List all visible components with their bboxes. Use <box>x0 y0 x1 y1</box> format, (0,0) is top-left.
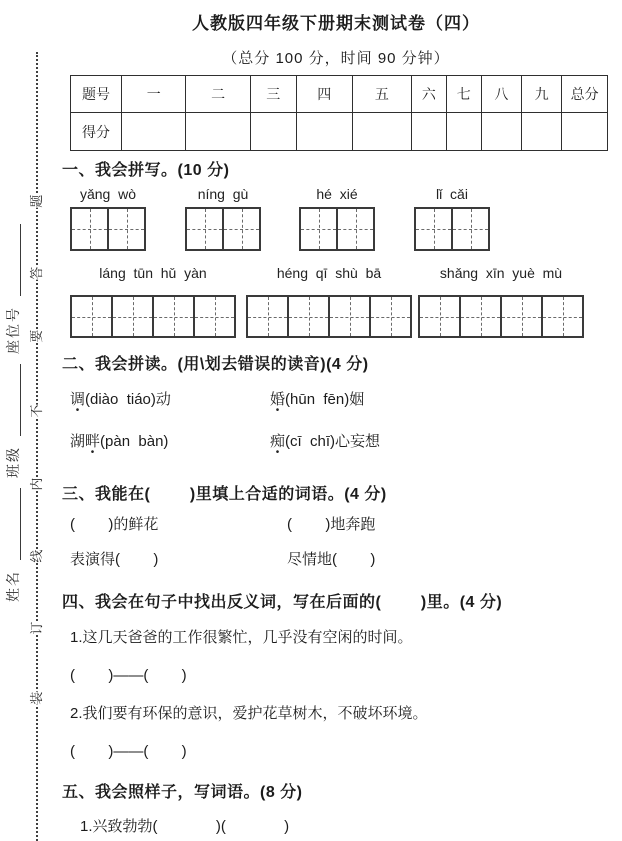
score-entry-cell <box>186 113 250 151</box>
tianzige-grid <box>414 207 490 251</box>
pinyin-word-group <box>70 264 236 338</box>
tianzige-cell <box>338 209 373 249</box>
binding-char: 装 <box>28 692 46 705</box>
tianzige-cell <box>154 297 195 336</box>
binding-char: 线 <box>28 550 46 563</box>
example-word-item: 1.兴致勃勃( )( ) <box>80 818 290 835</box>
antonym-blank-2: ( )——( ) <box>70 743 187 760</box>
seat-number-label: 座位号 <box>5 306 21 354</box>
emphasized-char: 痴 <box>270 433 286 450</box>
fill-blank-item: 表演得( ) <box>70 551 159 568</box>
score-entry-cell <box>250 113 296 151</box>
page-title: 人教版四年级下册期末测试卷（四） <box>192 14 480 33</box>
tianzige-cell <box>371 297 410 336</box>
tianzige-cell <box>330 297 371 336</box>
name-label: 姓名 <box>5 570 21 602</box>
score-entry-cell <box>296 113 352 151</box>
tianzige-grid <box>70 207 146 251</box>
section-2-heading: 二、我会拼读。(用\划去错误的读音)(4 分) <box>62 356 369 373</box>
tianzige-cell <box>224 209 259 249</box>
section-4-heading: 四、我会在句子中找出反义词，写在后面的( )里。(4 分) <box>62 594 503 611</box>
binding-char: 答 <box>28 267 46 280</box>
pinyin-writing-row-2 <box>62 264 610 338</box>
pronunciation-item <box>270 390 364 410</box>
score-table-header-cell: 题号 <box>71 76 122 113</box>
tianzige-cell <box>502 297 543 336</box>
pinyin-word-group <box>414 185 490 251</box>
pinyin-label: níng gù <box>197 186 249 202</box>
tianzige-grid <box>299 207 375 251</box>
sentence-item-1: 1.这几天爸爸的工作很繁忙，几乎没有空闲的时间。 <box>70 629 413 646</box>
score-table-header-cell: 四 <box>296 76 352 113</box>
tianzige-cell <box>543 297 582 336</box>
score-table-header-row <box>71 76 608 113</box>
tianzige-grid <box>185 207 261 251</box>
pinyin-word-group <box>299 185 375 251</box>
tianzige-cell <box>72 209 109 249</box>
score-entry-cell <box>481 113 521 151</box>
class-blank-line <box>6 364 21 436</box>
pinyin-word-group <box>418 264 584 338</box>
tianzige-cell <box>453 209 488 249</box>
tianzige-cell <box>420 297 461 336</box>
margin-label-strip <box>3 202 23 602</box>
pinyin-word-group <box>185 185 261 251</box>
pronunciation-item-row <box>70 432 610 452</box>
item-text: (cī chī)心妄想 <box>285 433 381 450</box>
section-1-heading: 一、我会拼写。(10 分) <box>62 162 230 179</box>
binding-dotted-line <box>36 52 38 841</box>
emphasized-char: 畔 <box>85 433 101 450</box>
seat-number-blank-line <box>6 224 21 296</box>
fill-blank-row <box>70 515 610 535</box>
antonym-blank-1: ( )——( ) <box>70 667 187 684</box>
name-blank-line <box>6 488 21 560</box>
score-entry-cell <box>562 113 608 151</box>
pinyin-word-group <box>246 264 412 338</box>
score-entry-cell <box>522 113 562 151</box>
tianzige-cell <box>248 297 289 336</box>
score-table-header-cell: 五 <box>352 76 411 113</box>
item-text: (pàn bàn) <box>100 433 169 450</box>
score-entry-cell <box>122 113 186 151</box>
score-row-label: 得分 <box>71 113 122 151</box>
binding-line-column <box>30 52 45 841</box>
pinyin-label: láng tūn hǔ yàn <box>99 265 207 281</box>
score-table-header-cell: 八 <box>481 76 521 113</box>
score-table-header-cell: 总分 <box>562 76 608 113</box>
binding-char: 订 <box>28 622 46 635</box>
tianzige-cell <box>461 297 502 336</box>
score-entry-cell <box>446 113 481 151</box>
binding-char: 要 <box>28 330 46 343</box>
pinyin-word-group <box>70 185 146 251</box>
fill-blank-item: ( )的鲜花 <box>70 516 159 533</box>
score-table-header-cell: 九 <box>522 76 562 113</box>
binding-char: 不 <box>28 405 46 418</box>
exam-paper <box>62 0 610 837</box>
sentence-item-2: 2.我们要有环保的意识，爱护花草树木，不破坏环境。 <box>70 705 428 722</box>
pronunciation-item-row <box>70 390 610 410</box>
score-entry-cell <box>352 113 411 151</box>
page-subtitle: （总分 100 分，时间 90 分钟） <box>222 50 450 67</box>
binding-char: 题 <box>28 195 46 208</box>
tianzige-cell <box>113 297 154 336</box>
pinyin-writing-row-1 <box>62 185 610 251</box>
pronunciation-item <box>270 432 380 452</box>
pinyin-label: shǎng xīn yuè mù <box>439 265 563 281</box>
tianzige-grid <box>418 295 584 338</box>
tianzige-cell <box>187 209 224 249</box>
pronunciation-item <box>70 432 270 452</box>
fill-blank-item: 尽情地( ) <box>287 551 376 568</box>
emphasized-char: 调 <box>70 391 86 408</box>
binding-char: 内 <box>28 478 46 491</box>
tianzige-cell <box>195 297 234 336</box>
pinyin-label: héng qī shù bā <box>276 265 382 281</box>
tianzige-cell <box>416 209 453 249</box>
tianzige-grid <box>70 295 236 338</box>
section-3-heading: 三、我能在( )里填上合适的词语。(4 分) <box>62 486 387 503</box>
pinyin-label: hé xié <box>316 186 358 202</box>
pinyin-label: yǎng wò <box>79 186 137 202</box>
score-table-header-cell: 六 <box>411 76 446 113</box>
tianzige-cell <box>109 209 144 249</box>
item-text: (diào tiáo)动 <box>85 391 171 408</box>
score-table-score-row <box>71 113 608 151</box>
emphasized-char: 婚 <box>270 391 286 408</box>
score-table-header-cell: 三 <box>250 76 296 113</box>
pronunciation-item <box>70 390 270 410</box>
score-table-header-cell: 一 <box>122 76 186 113</box>
score-entry-cell <box>411 113 446 151</box>
fill-blank-row <box>70 550 610 570</box>
score-table-header-cell: 二 <box>186 76 250 113</box>
score-table <box>70 75 608 151</box>
item-text: 湖 <box>70 433 86 450</box>
pinyin-label: lǐ cǎi <box>436 186 468 202</box>
score-table-header-cell: 七 <box>446 76 481 113</box>
class-label: 班级 <box>5 446 21 478</box>
item-text: (hūn fēn)姻 <box>285 391 365 408</box>
tianzige-cell <box>301 209 338 249</box>
tianzige-grid <box>246 295 412 338</box>
tianzige-cell <box>72 297 113 336</box>
tianzige-cell <box>289 297 330 336</box>
section-5-heading: 五、我会照样子，写词语。(8 分) <box>62 784 303 801</box>
fill-blank-item: ( )地奔跑 <box>287 516 376 533</box>
